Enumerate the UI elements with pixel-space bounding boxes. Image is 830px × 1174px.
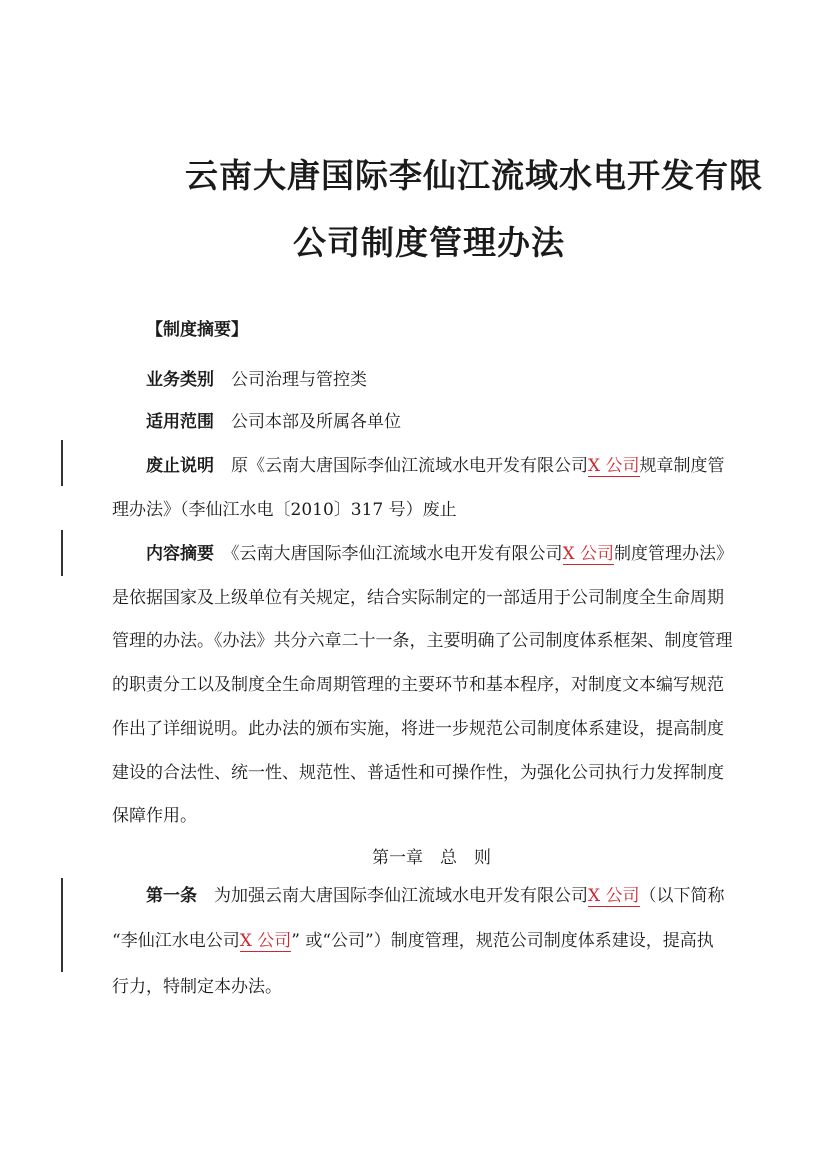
text: 《云南大唐国际李仙江流域水电开发有限公司 [231,544,563,564]
tracked-insertion[interactable]: X 公司 [562,544,615,564]
document-title-line1: 云南大唐国际李仙江流域水电开发有限 [185,156,763,195]
abstract-line: 的职责分工以及制度全生命周期管理的主要环节和基本程序，对制度文本编写规范 [112,675,724,695]
repeal-note [146,454,756,478]
change-bar [61,530,63,576]
field-label: 内容摘要 [146,544,214,564]
abstract-line: 建设的合法性、统一性、规范性、普适性和可操作性，为强化公司执行力发挥制度 [112,763,724,783]
abstract-line: 是依据国家及上级单位有关规定，结合实际制定的一部适用于公司制度全生命周期 [112,588,724,608]
article-1-line3: 行力，特制定本办法。 [112,977,282,997]
field-label: 适用范围 [146,412,214,432]
tracked-insertion[interactable]: X 公司 [588,886,640,906]
summary-heading: 【制度摘要】 [146,320,248,340]
chapter-heading: 第一章 总 则 [372,848,491,868]
abstract-line: 保障作用。 [112,806,197,826]
field-label: 业务类别 [146,370,214,390]
business-category [146,368,756,392]
text: 制度管理办法》 [614,544,734,564]
change-bar [61,878,63,972]
article-1-line2 [112,929,722,953]
text: “李仙江水电公司 [112,931,240,951]
tracked-insertion[interactable]: X 公司 [588,456,640,476]
change-bar [61,440,63,486]
text: 规章制度管 [639,456,725,476]
text: 为加强云南大唐国际李仙江流域水电开发有限公司 [214,886,588,906]
text: ” 或“公司”）制度管理，规范公司制度体系建设，提高执 [291,931,714,951]
scope [146,410,756,434]
abstract-line: 管理的办法。《办法》共分六章二十一条，主要明确了公司制度体系框架、制度管理 [112,631,733,651]
article-label: 第一条 [146,886,197,906]
field-value: 公司本部及所属各单位 [231,412,401,432]
document-title-line2: 公司制度管理办法 [293,223,565,262]
repeal-note-line2: 理办法》（李仙江水电〔2010〕317 号）废止 [112,500,457,520]
abstract-line: 作出了详细说明。此办法的颁布实施，将进一步规范公司制度体系建设，提高制度 [112,719,724,739]
text: （以下简称 [639,886,725,906]
tracked-insertion[interactable]: X 公司 [239,931,292,951]
abstract [146,542,756,566]
article-1 [146,884,756,908]
text: 原《云南大唐国际李仙江流域水电开发有限公司 [231,456,588,476]
field-value: 公司治理与管控类 [231,370,367,390]
field-label: 废止说明 [146,456,214,476]
